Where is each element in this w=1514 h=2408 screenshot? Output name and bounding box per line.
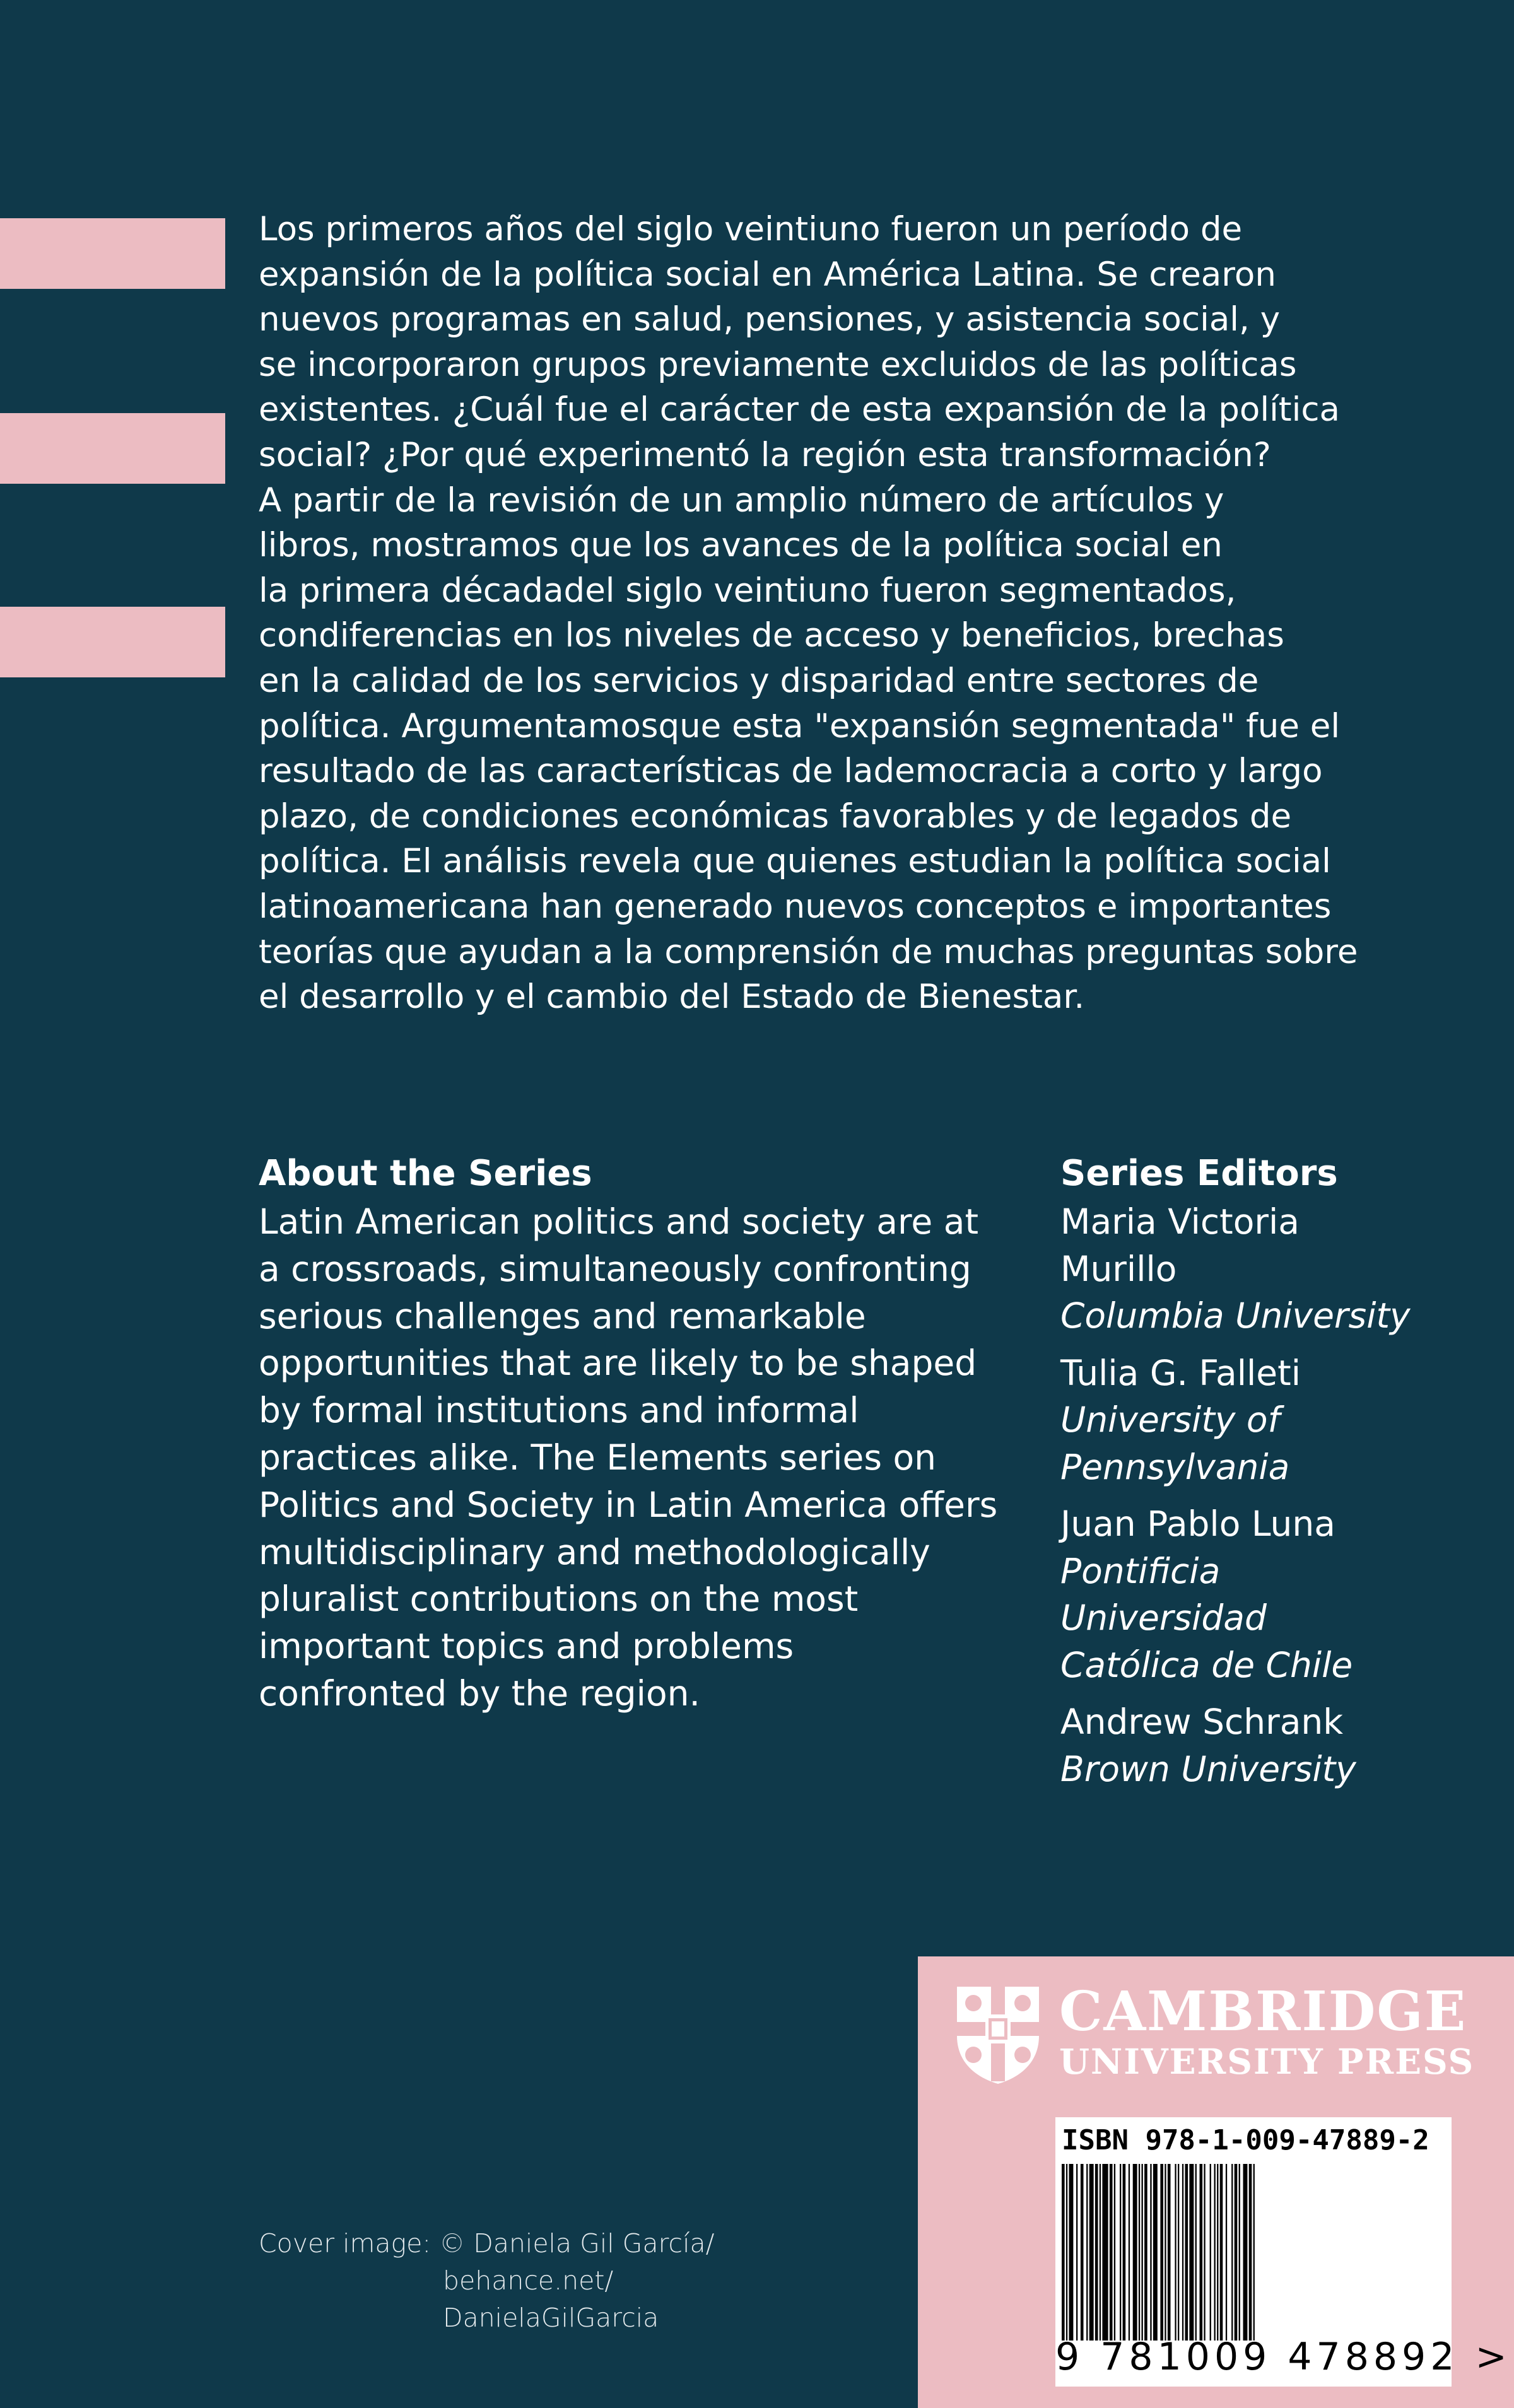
about-heading: About the Series (259, 1153, 592, 1194)
about-line: opportunities that are likely to be shaped (259, 1343, 977, 1384)
isbn-barcode (1055, 2117, 1511, 2387)
pink-accent-bar (0, 218, 225, 289)
blurb-line: política. Argumentamosque esta "expansión segmentada" fue el (259, 706, 1341, 745)
editor-affiliation: University of (1060, 1400, 1280, 1440)
blurb-line: condiferencias en los niveles de acceso y beneficios, brechas (259, 616, 1284, 655)
editor-name: Maria Victoria (1060, 1201, 1300, 1242)
editor-list (1060, 1198, 1464, 1792)
about-body (259, 1198, 1047, 1717)
editor-entry (1060, 1350, 1464, 1491)
cambridge-crest-icon (954, 1984, 1042, 2085)
blurb-line: resultado de las características de lademocracia a corto y largo (259, 752, 1323, 791)
cover-image-credit (259, 2225, 714, 2337)
blurb-line: el desarrollo y el cambio del Estado de Bienestar. (259, 978, 1085, 1017)
editor-affiliation: Pontificia (1060, 1550, 1221, 1591)
editor-affiliation: Pennsylvania (1060, 1446, 1290, 1487)
editor-name: Juan Pablo Luna (1060, 1504, 1335, 1544)
editor-name: Tulia G. Falleti (1060, 1352, 1301, 1393)
about-line: important topics and problems (259, 1626, 794, 1667)
credit-line: DanielaGilGarcia (443, 2303, 659, 2333)
blurb-line: latinoamericana han generado nuevos conceptos e importantes (259, 887, 1332, 926)
blurb-line: social? ¿Por qué experimentó la región esta transformación? (259, 435, 1271, 474)
editor-name: Andrew Schrank (1060, 1702, 1344, 1742)
series-editors (1060, 1149, 1464, 1803)
blurb-line: A partir de la revisión de un amplio número de artículos y (259, 481, 1224, 520)
barcode-icon (1059, 2164, 1448, 2341)
about-line: by formal institutions and informal (259, 1390, 859, 1431)
isbn-label: ISBN 978-1-009-47889-2 (1062, 2124, 1429, 2156)
publisher-name (1059, 1982, 1474, 2081)
editor-entry (1060, 1698, 1464, 1792)
editor-name: Murillo (1060, 1248, 1177, 1289)
about-line: serious challenges and remarkable (259, 1295, 866, 1336)
blurb-line: Los primeros años del siglo veintiuno fueron un período de (259, 210, 1243, 248)
blurb-line: se incorporaron grupos previamente excluidos de las políticas (259, 345, 1297, 384)
book-blurb (259, 207, 1426, 1020)
publisher-panel (918, 1956, 1514, 2408)
blurb-line: nuevos programas en salud, pensiones, y asistencia social, y (259, 300, 1281, 339)
blurb-line: existentes. ¿Cuál fue el carácter de esta expansión de la política (259, 390, 1340, 430)
editor-affiliation: Brown University (1060, 1748, 1356, 1789)
publisher-name-line: UNIVERSITY PRESS (1059, 2041, 1475, 2082)
credit-line: Cover image: © Daniela Gil García/ (259, 2228, 715, 2259)
cambridge-university-press-logo (954, 1982, 1484, 2095)
editors-heading: Series Editors (1060, 1153, 1338, 1194)
pink-accent-bar (0, 413, 225, 484)
blurb-line: plazo, de condiciones económicas favorables y de legados de (259, 797, 1292, 836)
credit-line: behance.net/ (443, 2265, 614, 2296)
about-line: practices alike. The Elements series on (259, 1437, 936, 1478)
blurb-line: expansión de la política social en América Latina. Se crearon (259, 255, 1276, 294)
editor-affiliation: Columbia University (1060, 1295, 1411, 1336)
editor-entry (1060, 1500, 1464, 1688)
about-the-series (259, 1149, 1047, 1717)
editor-entry (1060, 1198, 1464, 1340)
about-line: multidisciplinary and methodologically (259, 1531, 930, 1572)
editor-affiliation: Universidad (1060, 1598, 1267, 1638)
about-line: pluralist contributions on the most (259, 1579, 859, 1620)
ean-digits: 9 781009 478892 > (1055, 2335, 1511, 2379)
blurb-line: libros, mostramos que los avances de la política social en (259, 526, 1223, 565)
blurb-line: teorías que ayudan a la comprensión de muchas preguntas sobre (259, 932, 1358, 971)
about-line: a crossroads, simultaneously confronting (259, 1248, 971, 1289)
publisher-name-line: CAMBRIDGE (1059, 1980, 1467, 2043)
blurb-line: política. El análisis revela que quienes estudian la política social (259, 842, 1331, 881)
about-line: Politics and Society in Latin America offers (259, 1484, 998, 1525)
about-line: Latin American politics and society are at (259, 1201, 979, 1242)
pink-accent-bar (0, 607, 225, 677)
about-line: confronted by the region. (259, 1673, 700, 1714)
blurb-line: en la calidad de los servicios y disparidad entre sectores de (259, 661, 1259, 700)
editor-affiliation: Católica de Chile (1060, 1644, 1353, 1685)
blurb-line: la primera décadadel siglo veintiuno fueron segmentados, (259, 571, 1236, 610)
